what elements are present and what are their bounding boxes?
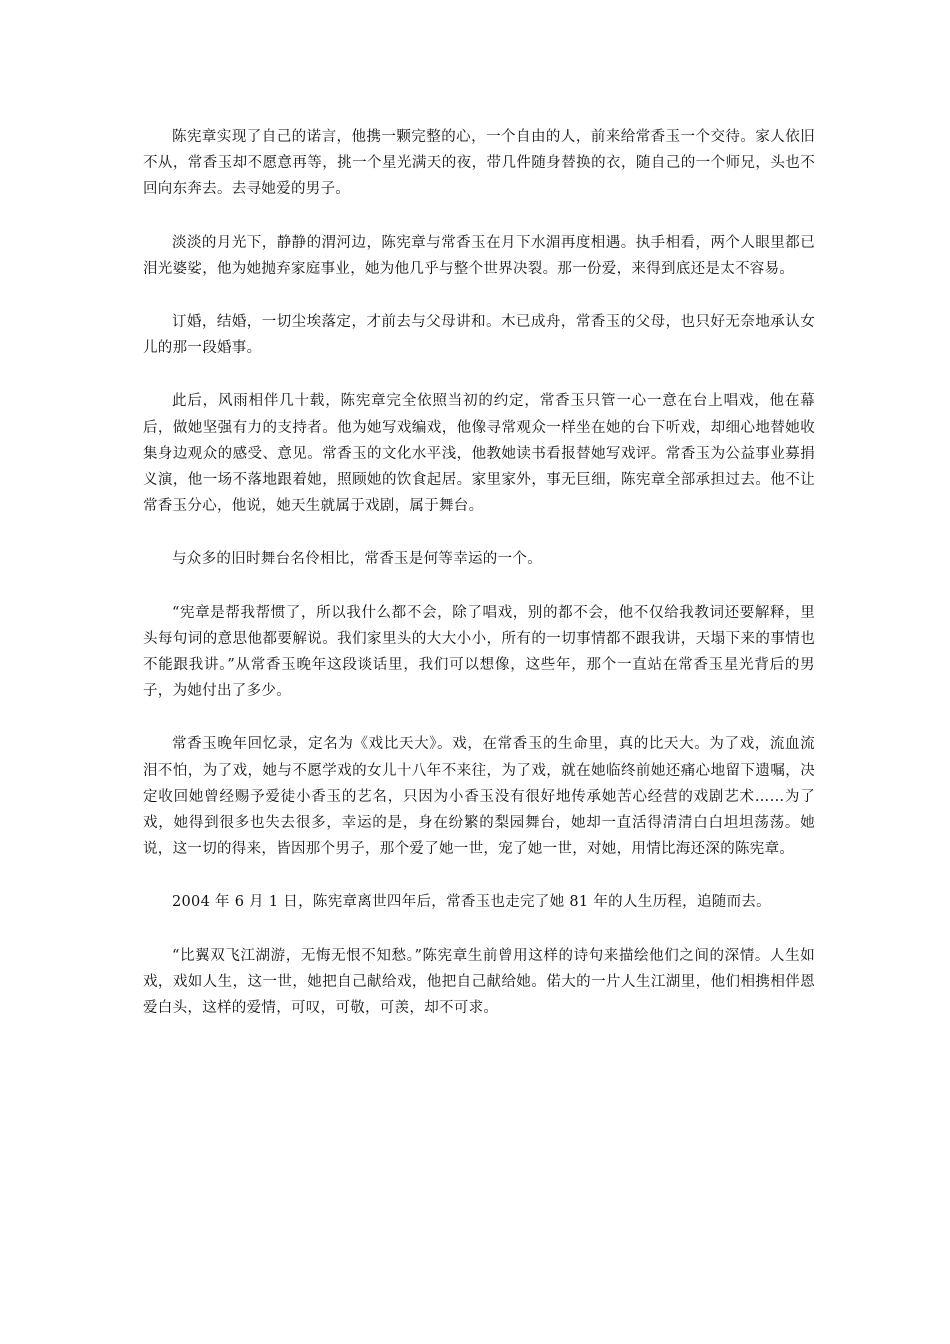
paragraph-6: “宪章是帮我帮惯了，所以我什么都不会，除了唱戏，别的都不会，他不仅给我教词还要解释，里头每句词的意思他都要解说。我们家里头的大大小小，所有的一切事情都不跟我讲，天塌下来的事情也不能跟我讲。”从常香玉晚年这段谈话里，我们可以想像，这些年，那个一直站在常香玉星光背后的男子，为她付出了多少。: [143, 604, 815, 700]
paragraph-9: “比翼双飞江湖游，无悔无恨不知愁。”陈宪章生前曾用这样的诗句来描绘他们之间的深情。人生如戏，戏如人生，这一世，她把自己献给戏，他把自己献给她。偌大的一片人生江湖里，他们相携相伴恩爱白头，这样的爱情，可叹，可敬，可羡，却不可求。: [143, 947, 815, 1017]
paragraph-2: 淡淡的月光下，静静的渭河边，陈宪章与常香玉在月下水湄再度相遇。执手相看，两个人眼里都已泪光婆娑，他为她抛弃家庭事业，她为他几乎与整个世界决裂。那一份爱，来得到底还是太不容易。: [143, 234, 815, 277]
paragraph-1: 陈宪章实现了自己的诺言，他携一颗完整的心，一个自由的人，前来给常香玉一个交待。家人依旧不从，常香玉却不愿意再等，挑一个星光满天的夜，带几件随身替换的衣，随自己的一个师兄，头也不回向东奔去。去寻她爱的男子。: [143, 129, 815, 198]
paragraph-7: 常香玉晚年回忆录，定名为《戏比天大》。戏，在常香玉的生命里，真的比天大。为了戏，流血流泪不怕，为了戏，她与不愿学戏的女儿十八年不来往，为了戏，就在她临终前她还痛心地留下遗嘱，决定收回她曾经赐予爱徒小香玉的艺名，只因为小香玉没有很好地传承她苦心经营的戏剧艺术……为了戏，她得到很多也失去很多，幸运的是，身在纷繁的梨园舞台，她却一直活得清清白白坦坦荡荡。她说，这一切的得来，皆因那个男子，那个爱了她一世，宠了她一世，对她，用情比海还深的陈宪章。: [143, 736, 815, 858]
document-body: [143, 124, 815, 1021]
paragraph-3: 订婚，结婚，一切尘埃落定，才前去与父母讲和。木已成舟，常香玉的父母，也只好无奈地承认女儿的那一段婚事。: [143, 314, 815, 357]
paragraph-5: 与众多的旧时舞台名伶相比，常香玉是何等幸运的一个。: [172, 551, 542, 568]
paragraph-4: 此后，风雨相伴几十载，陈宪章完全依照当初的约定，常香玉只管一心一意在台上唱戏，他在幕后，做她坚强有力的支持者。他为她写戏编戏，他像寻常观众一样坐在她的台下听戏，却细心地替她收集身边观众的感受、意见。常香玉的文化水平浅，他教她读书看报替她写戏评。常香玉为公益事业募捐义演，他一场不落地跟着她，照顾她的饮食起居。家里家外，事无巨细，陈宪章全部承担过去。他不让常香玉分心，他说，她天生就属于戏剧，属于舞台。: [143, 393, 815, 515]
paragraph-8: 2004 年 6 月 1 日，陈宪章离世四年后，常香玉也走完了她 81 年的人生历程，追随而去。: [172, 894, 771, 911]
